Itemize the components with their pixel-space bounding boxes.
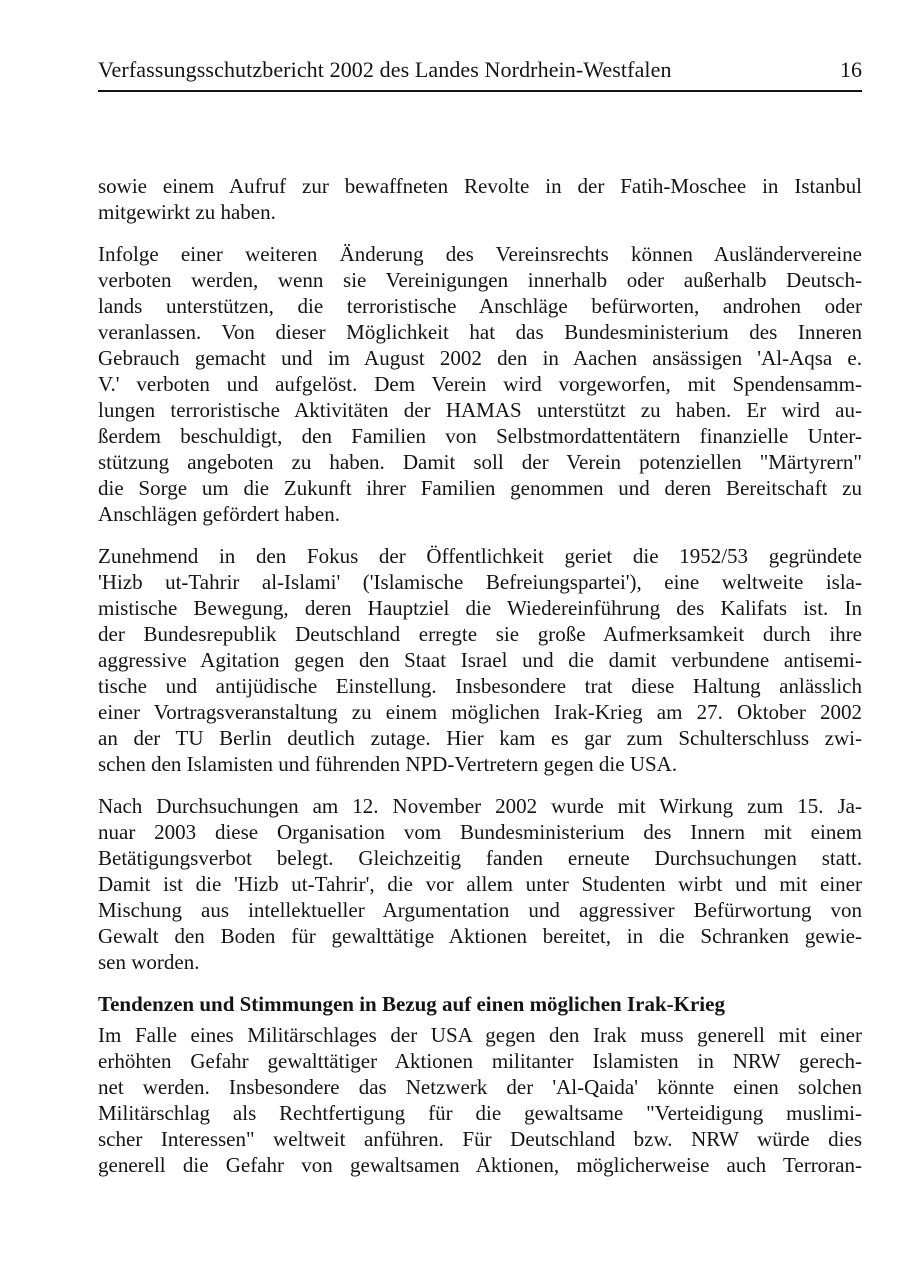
text-line: nuar 2003 diese Organisation vom Bundesministerium des Innern mit einem: [98, 820, 862, 844]
text-line: lands unterstützen, die terroristische Anschläge befürworten, androhen oder: [98, 294, 862, 318]
document-body: [98, 173, 862, 1178]
text-line: Zunehmend in den Fokus der Öffentlichkeit geriet die 1952/53 gegründete: [98, 544, 862, 568]
text-line: ßerdem beschuldigt, den Familien von Selbstmordattentätern finanzielle Unter-: [98, 424, 862, 448]
text-line: veranlassen. Von dieser Möglichkeit hat das Bundesministerium des Inneren: [98, 320, 862, 344]
text-line: Anschlägen gefördert haben.: [98, 502, 340, 526]
paragraph: [98, 793, 862, 975]
text-line: einer Vortragsveranstaltung zu einem möglichen Irak-Krieg am 27. Oktober 2002: [98, 700, 862, 724]
text-line: generell die Gefahr von gewaltsamen Aktionen, möglicherweise auch Terroran-: [98, 1153, 862, 1177]
text-line: verboten werden, wenn sie Vereinigungen innerhalb oder außerhalb Deutsch-: [98, 268, 862, 292]
text-line: mistische Bewegung, deren Hauptziel die Wiedereinführung des Kalifats ist. In: [98, 596, 862, 620]
text-line: Betätigungsverbot belegt. Gleichzeitig fanden erneute Durchsuchungen statt.: [98, 846, 862, 870]
paragraph: [98, 241, 862, 527]
text-line: Mischung aus intellektueller Argumentation und aggressiver Befürwortung von: [98, 898, 862, 922]
text-line: tische und antijüdische Einstellung. Insbesondere trat diese Haltung anlässlich: [98, 674, 862, 698]
text-line: net werden. Insbesondere das Netzwerk der 'Al-Qaida' könnte einen solchen: [98, 1075, 862, 1099]
text-line: mitgewirkt zu haben.: [98, 200, 276, 224]
text-line: stützung angeboten zu haben. Damit soll der Verein potenziellen "Märtyrern": [98, 450, 862, 474]
text-line: Nach Durchsuchungen am 12. November 2002 wurde mit Wirkung zum 15. Ja-: [98, 794, 862, 818]
text-line: Damit ist die 'Hizb ut-Tahrir', die vor allem unter Studenten wirbt und mit einer: [98, 872, 862, 896]
section-heading: [98, 991, 862, 1017]
text-line: an der TU Berlin deutlich zutage. Hier kam es gar zum Schulterschluss zwi-: [98, 726, 862, 750]
text-line: Militärschlag als Rechtfertigung für die gewaltsame "Verteidigung muslimi-: [98, 1101, 862, 1125]
text-line: die Sorge um die Zukunft ihrer Familien genommen und deren Bereitschaft zu: [98, 476, 862, 500]
text-line: erhöhten Gefahr gewalttätiger Aktionen militanter Islamisten in NRW gerech-: [98, 1049, 862, 1073]
paragraph: [98, 543, 862, 777]
text-line: 'Hizb ut-Tahrir al-Islami' ('Islamische Befreiungspartei'), eine weltweite isla-: [98, 570, 862, 594]
page-number: 16: [840, 57, 862, 82]
paragraph: [98, 1022, 862, 1178]
paragraph: [98, 173, 862, 225]
text-line: Gewalt den Boden für gewalttätige Aktionen bereitet, in die Schranken gewie-: [98, 924, 862, 948]
header-title: Verfassungsschutzbericht 2002 des Landes Nordrhein-Westfalen: [98, 57, 672, 82]
text-line: Im Falle eines Militärschlages der USA gegen den Irak muss generell mit einer: [98, 1023, 862, 1047]
section-heading-text: Tendenzen und Stimmungen in Bezug auf einen möglichen Irak-Krieg: [98, 992, 725, 1016]
text-line: Gebrauch gemacht und im August 2002 den in Aachen ansässigen 'Al-Aqsa e.: [98, 346, 862, 370]
text-line: aggressive Agitation gegen den Staat Israel und die damit verbundene antisemi-: [98, 648, 862, 672]
text-line: lungen terroristische Aktivitäten der HAMAS unterstützt zu haben. Er wird au-: [98, 398, 862, 422]
page-header: [98, 57, 862, 92]
text-line: schen den Islamisten und führenden NPD-Vertretern gegen die USA.: [98, 752, 678, 776]
text-line: Infolge einer weiteren Änderung des Vereinsrechts können Ausländervereine: [98, 242, 862, 266]
text-line: V.' verboten und aufgelöst. Dem Verein wird vorgeworfen, mit Spendensamm-: [98, 372, 862, 396]
text-line: sen worden.: [98, 950, 200, 974]
text-line: sowie einem Aufruf zur bewaffneten Revolte in der Fatih-Moschee in Istanbul: [98, 174, 862, 198]
text-line: der Bundesrepublik Deutschland erregte sie große Aufmerksamkeit durch ihre: [98, 622, 862, 646]
text-line: scher Interessen" weltweit anführen. Für Deutschland bzw. NRW würde dies: [98, 1127, 862, 1151]
